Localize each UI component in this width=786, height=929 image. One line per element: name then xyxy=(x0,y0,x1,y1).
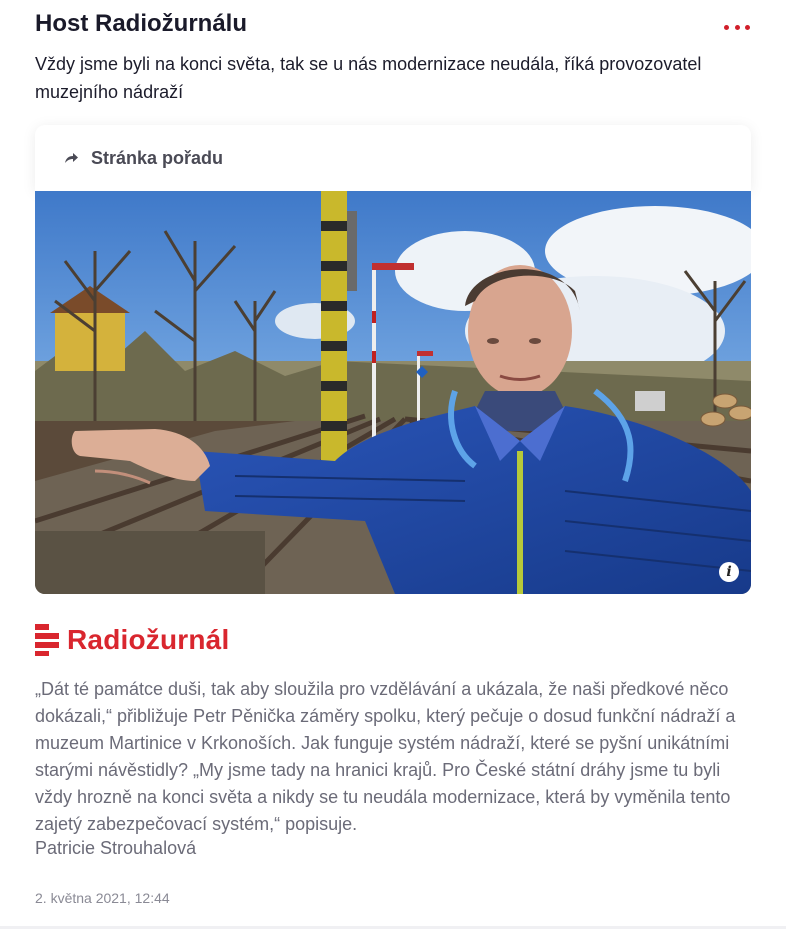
info-icon[interactable]: i xyxy=(719,562,739,582)
show-title[interactable]: Host Radiožurnálu xyxy=(35,10,248,37)
station-logo[interactable] xyxy=(35,624,229,656)
article-timestamp: 2. května 2021, 12:44 xyxy=(35,890,170,906)
article-headline[interactable]: Vždy jsme byli na konci světa, tak se u nás modernizace neudála, říká provozovatel muzejního nádraží xyxy=(35,54,702,102)
article-description: „Dát té památce duši, tak aby sloužila pro vzdělávání a ukázala, že naši předkové něco dokázali,“ přibližuje Petr Pěnička záměry spolku, který pečuje o dosud funkční nádraží a muzeum Martinice v Krkonoších. Jak funguje systém nádraží, které se pyšní unikátními starými návěstidly? „My jsme tady na hranici krajů. Pro České státní dráhy jsme tu byli vždy hrozně na konci světa a nikdy se tu neudála modernizace, která by vyměnila tento zajetý zabezpečovací systém,“ popisuje. xyxy=(35,679,736,834)
show-page-link[interactable] xyxy=(35,125,751,191)
article-author: Patricie Strouhalová xyxy=(35,838,197,858)
more-dots-icon xyxy=(724,25,729,30)
station-logo-icon xyxy=(35,624,59,656)
show-page-link-label: Stránka pořadu xyxy=(91,147,224,168)
station-name: Radiožurnál xyxy=(67,624,230,655)
article-photo[interactable] xyxy=(35,191,751,594)
more-options-button[interactable] xyxy=(724,18,750,36)
photo-illustration xyxy=(35,191,751,594)
share-arrow-icon xyxy=(63,150,79,166)
